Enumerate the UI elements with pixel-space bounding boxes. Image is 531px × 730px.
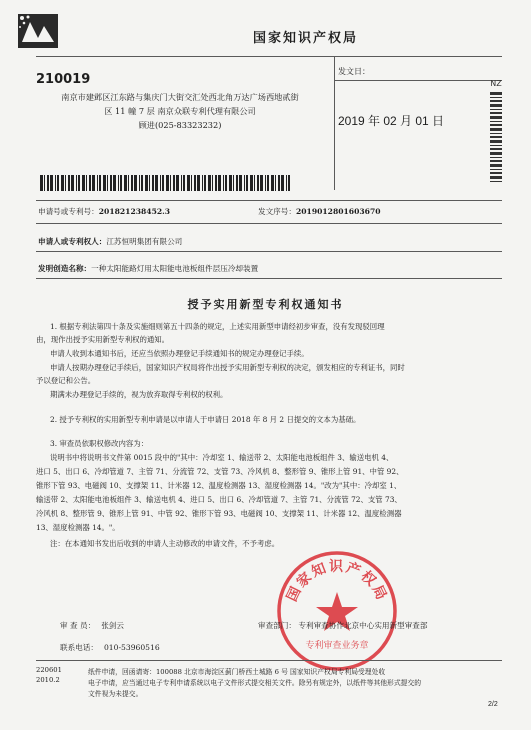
page-number: 2/2: [488, 701, 498, 708]
department-row: 审查部门： 专利审查协作北京中心实用新型审查部: [258, 621, 428, 630]
body-line: 申请人收到本通知书后，还应当依照办理登记手续通知书的规定办理登记手续。: [50, 349, 309, 358]
frame-top: [36, 56, 502, 57]
applicant-value: 江苏恒明集团有限公司: [106, 237, 183, 246]
body-line: 冷风机 8、整形管 9、锥形上管 91、中管 92、锥形下管 93、电磁阀 10、支撑架 11、计米器 12、温度检测器: [36, 509, 402, 518]
form-date: 2010.2: [36, 676, 60, 684]
body-line: 予以登记和公告。: [36, 376, 96, 385]
info-rule-1: [36, 200, 502, 201]
body-line: 由，现作出授予实用新型专利权的通知。: [36, 335, 170, 344]
examiner-value: 张剑云: [101, 621, 124, 630]
serial-number-value: 2019012801603670: [295, 207, 381, 216]
body-line: 期满未办理登记手续的，视为放弃取得专利权的权利。: [50, 390, 228, 399]
document-title: 授予实用新型专利权通知书: [187, 298, 344, 311]
body-line: 进口 5、出口 6、冷却管道 7、主管 71、分流管 72、支管 73、冷风机 8、整形管 9、锥形上管 91、中管 92、: [36, 467, 404, 476]
postcode: 210019: [36, 72, 91, 87]
body-line: 1. 根据专利法第四十条及实施细则第五十四条的规定，上述实用新型申请经初步审查，没有发现驳回理: [50, 322, 385, 331]
invention-label: 发明创造名称：: [38, 264, 92, 273]
body-line: 说明书中将说明书文件第 0015 段中的"其中：冷却室 1、输送带 2、太阳能电池板组件 3、输送电机 4、: [50, 453, 394, 462]
application-number-value: 201821238452.3: [98, 207, 171, 216]
body-line: 输送带 2、太阳能电池板组件 3、输送电机 4、进口 5、出口 6、冷却管道 7、主管 71、分流管 72、支管 73、: [36, 495, 402, 504]
invention-row: [38, 263, 258, 274]
phone-row: [60, 642, 160, 653]
footer-line: 纸件申请，回函请寄：100088 北京市海淀区蓟门桥西土城路 6 号 国家知识产权局专利局受理处收: [88, 668, 386, 676]
body-line: 锥形下管 93、电磁阀 10、支撑架 11、计米器 12、温度检测器 13、湿度检测器 14。"改为"其中：冷却室 1、: [36, 481, 402, 490]
body-line: 注：在本通知书发出后收到的申请人主动修改的申请文件，不予考虑。: [50, 539, 280, 548]
official-seal-icon: [274, 548, 400, 674]
applicant-row: [38, 236, 182, 247]
serial-number-label: 发文序号：: [258, 207, 296, 216]
invention-value: 一种太阳能路灯用太阳能电池板组件层压冷却装置: [91, 264, 259, 273]
send-date-value: 2019 年 02 月 01 日: [338, 114, 445, 128]
send-date-label: 发文日：: [338, 67, 370, 76]
frame-date-rule: [334, 80, 502, 81]
info-rule-3: [36, 251, 502, 252]
seal-subtext: 专利审查业务章: [305, 641, 369, 651]
serial-number-row: [258, 206, 381, 217]
body-line: 申请人按期办理登记手续后，国家知识产权局将作出授予实用新型专利权的决定，颁发相应的专利证书，同时: [50, 363, 405, 372]
examiner-row: [60, 620, 124, 631]
footer-rule: [36, 660, 502, 661]
phone-label: 联系电话：: [60, 643, 98, 652]
footer-line: 文件视为未提交。: [88, 690, 143, 698]
address-line: 南京市建邺区江东路与集庆门大街交汇处西北角万达广场西地贰街: [61, 92, 299, 102]
seal-text: 国家知识产权局: [284, 559, 390, 605]
body-line: 13、湿度检测器 14。"。: [36, 523, 120, 532]
application-number-label: 申请号或专利号：: [38, 207, 99, 216]
svg-text:NZ: NZ: [490, 79, 502, 88]
application-number-row: [38, 206, 170, 217]
examiner-label: 审 查 员：: [60, 621, 96, 630]
applicant-label: 申请人或专利权人：: [38, 237, 107, 246]
address-line: 顾进(025-83323232): [138, 120, 222, 130]
office-title: 国家知识产权局: [252, 31, 358, 46]
address-line: 区 11 幢 7 层 南京众联专利代理有限公司: [104, 106, 256, 116]
form-code: 220601: [36, 666, 62, 674]
footer-line: 电子申请，应当通过电子专利申请系统以电子文件形式提交相关文件。除另有规定外，以纸件等其他形式提交的: [88, 679, 422, 687]
vertical-barcode-icon: [486, 76, 506, 186]
barcode-icon: [40, 175, 294, 191]
body-line: 3. 审查员依职权修改内容为：: [50, 439, 149, 448]
body-line: 2. 授予专利权的实用新型专利申请是以申请人于申请日 2018 年 8 月 2 日提交的文本为基础。: [50, 415, 361, 424]
info-rule-2: [36, 223, 502, 224]
phone-value: 010-53960516: [103, 643, 160, 652]
info-rule-4: [36, 278, 502, 279]
frame-divider: [334, 56, 335, 190]
addressee-address: [40, 90, 320, 132]
